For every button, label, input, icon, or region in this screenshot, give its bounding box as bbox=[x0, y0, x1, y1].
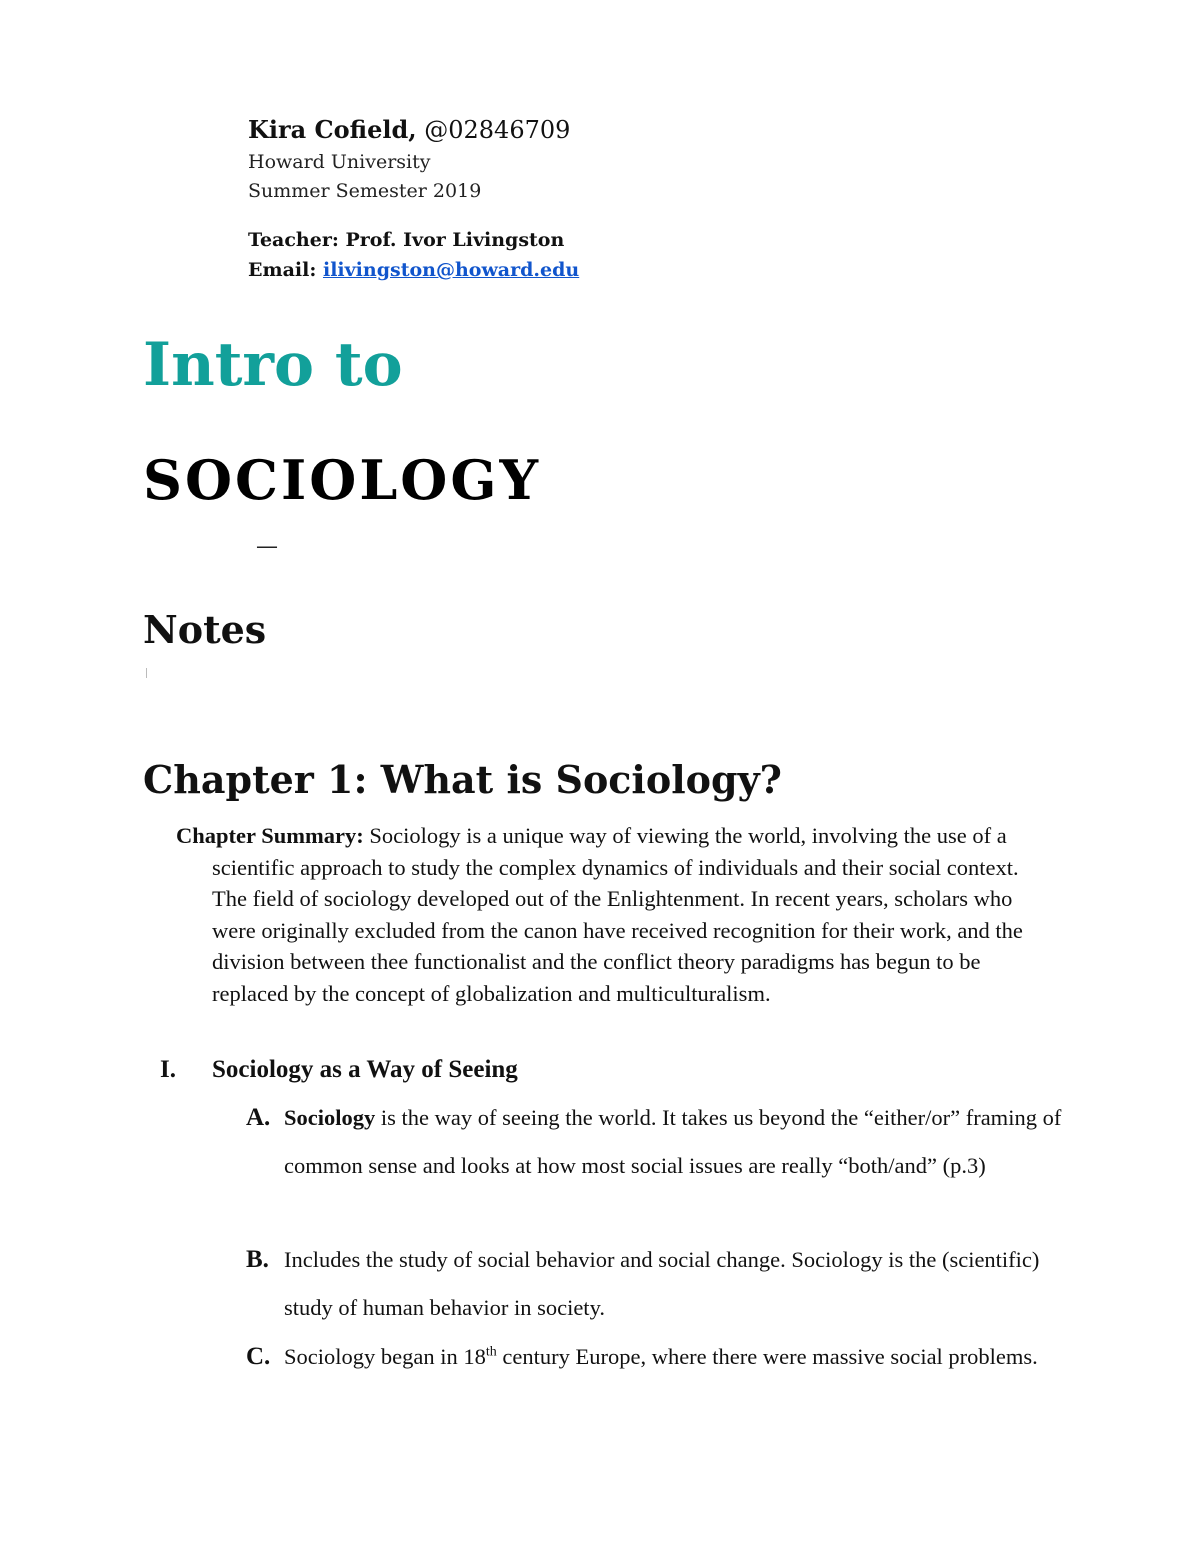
section-numeral: I. bbox=[160, 1056, 176, 1083]
email-label: Email: bbox=[248, 259, 317, 281]
list-marker-b: B. bbox=[246, 1246, 269, 1273]
summary-text: Sociology is a unique way of viewing the world, involving the use of a scientific approach to study the complex dynamics of individuals and their social context. The field of sociology developed out of the Enlightenment. In recent years, scholars who were originally excluded from the canon have received recognition for their work, and the division between thee functionalist and the conflict theory paradigms has begun to be replaced by the concept of globalization and multiculturalism. bbox=[212, 823, 1023, 1006]
student-id: @02846709 bbox=[424, 116, 571, 144]
title-sociology: SOCIOLOGY bbox=[143, 448, 541, 512]
notes-heading: Notes bbox=[143, 607, 267, 652]
section-title: Sociology as a Way of Seeing bbox=[212, 1056, 518, 1083]
list-item-c-text-before: Sociology began in 18 bbox=[284, 1344, 486, 1369]
list-item-c bbox=[284, 1333, 1074, 1381]
semester: Summer Semester 2019 bbox=[248, 180, 482, 202]
list-item-c-text-after: century Europe, where there were massive social problems. bbox=[496, 1344, 1038, 1369]
summary-label: Chapter Summary: bbox=[176, 823, 364, 848]
teacher: Teacher: Prof. Ivor Livingston bbox=[248, 229, 565, 251]
student-name: Kira Cofield, bbox=[248, 115, 417, 144]
university: Howard University bbox=[248, 151, 431, 173]
student-name-line bbox=[248, 112, 570, 148]
list-item-a bbox=[284, 1094, 1074, 1190]
list-item-c-superscript: th bbox=[485, 1344, 497, 1360]
list-item-b: Includes the study of social behavior and social change. Sociology is the (scientific) study of human behavior in society. bbox=[284, 1247, 1040, 1320]
list-marker-c: C. bbox=[246, 1343, 271, 1370]
email-link[interactable]: ilivingston@howard.edu bbox=[322, 259, 580, 281]
title-divider: — bbox=[256, 534, 278, 559]
title-intro: Intro to bbox=[143, 330, 403, 400]
chapter-summary bbox=[176, 820, 1042, 1009]
text-cursor-mark bbox=[146, 668, 147, 678]
list-marker-a: A. bbox=[246, 1104, 271, 1131]
email-line bbox=[248, 256, 579, 284]
list-item-a-text: is the way of seeing the world. It takes us beyond the “either/or” framing of common sense and looks at how most social issues are really “both/and” (p.3) bbox=[284, 1105, 1062, 1178]
chapter-title: Chapter 1: What is Sociology? bbox=[143, 757, 782, 802]
list-item-a-term: Sociology bbox=[284, 1105, 376, 1130]
